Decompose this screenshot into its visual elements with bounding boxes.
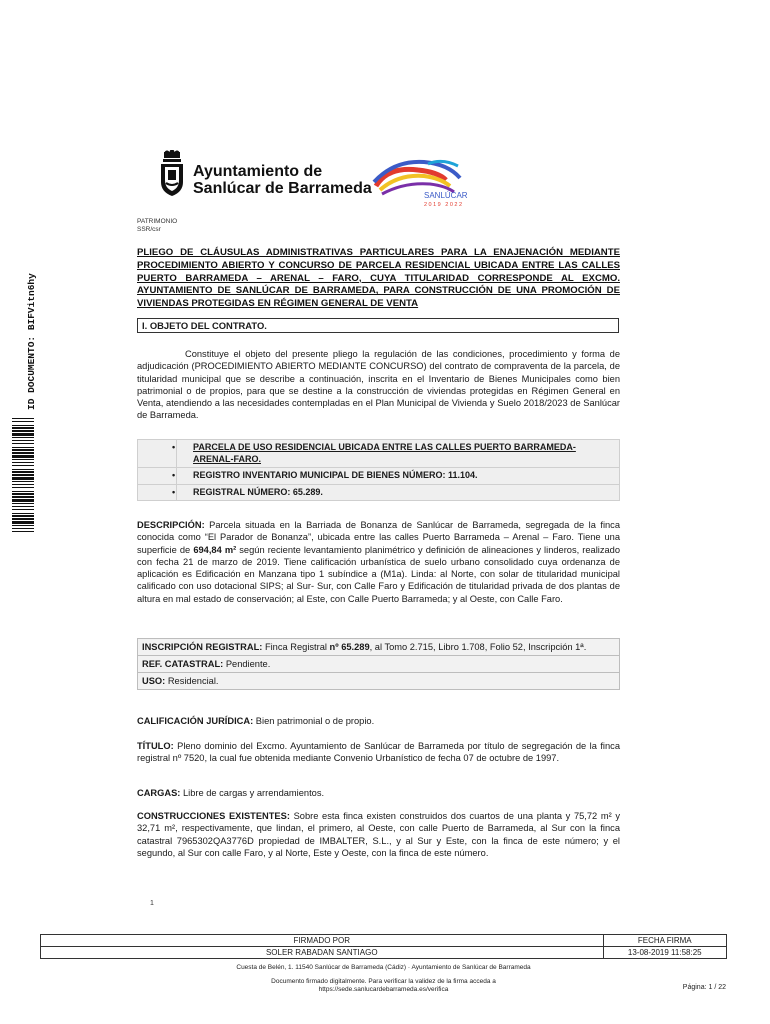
logo-text: SANLÚCAR xyxy=(424,191,468,200)
descripcion-area: 694,84 m² xyxy=(193,544,237,555)
signature-table xyxy=(40,934,727,959)
paragraph-cargas xyxy=(137,787,620,799)
fecha-firma-label: FECHA FIRMA xyxy=(603,935,726,947)
cargas-text: Libre de cargas y arrendamientos. xyxy=(180,788,325,798)
property-bullet-list xyxy=(137,439,620,501)
document-title: PLIEGO DE CLÁUSULAS ADMINISTRATIVAS PARTICULARES PARA LA ENAJENACIÓN MEDIANTE PROCEDIMIENTO ABIERTO Y CONCURSO DE PARCELA RESIDENCIAL UBICADA ENTRE LAS CALLES PUERTO BARRAMEDA – ARENAL – FARO, CUYA TITULARIDAD CORRESPONDE AL EXCMO. AYUNTAMIENTO DE SANLÚCAR DE BARRAMEDA, PARA CONSTRUCCIÓN DE UNA PROMOCIÓN DE VIVIENDAS PROTEGIDAS EN RÉGIMEN GENERAL DE VENTA xyxy=(137,247,620,310)
uso-cell xyxy=(138,673,620,690)
page-number: 1 xyxy=(150,900,154,907)
footer-address: Cuesta de Belén, 1. 11540 Sanlúcar de Barrameda (Cádiz) · Ayuntamiento de Sanlúcar de Barrameda xyxy=(236,964,531,971)
construcciones-label: CONSTRUCCIONES EXISTENTES: xyxy=(137,811,290,821)
inscripcion-label: INSCRIPCIÓN REGISTRAL: xyxy=(142,642,263,652)
descripcion-text-b: según reciente levantamiento planimétrico y definición de alineaciones y linderos, realizado con fecha 21 de marzo de 2019. Tiene calificación urbanística de suelo urbano consolidado cuya ordenanza de aplicación es Edificación en Manzana tipo 1 subíndice a (M1a). Linda: al Norte, con solar de titularidad municipal calificado con uso dotacional SIPS; al Sur- Sur, con Calle Faro y Edificación de titularidad privada de dos plantas de altura en mal estado de conservación; al Este, con Calle Puerto Barrameda; y al Oeste, con Calle Faro. xyxy=(137,544,621,604)
reference-code: SSR/csr xyxy=(137,226,161,233)
bullet-text: PARCELA DE USO RESIDENCIAL UBICADA ENTRE LAS CALLES PUERTO BARRAMEDA-ARENAL-FARO. xyxy=(177,440,620,468)
department-block xyxy=(137,218,177,234)
inscripcion-cell xyxy=(138,639,620,656)
logo-years: 2019 2022 xyxy=(424,202,464,208)
paragraph-calificacion xyxy=(137,715,620,727)
catastral-cell xyxy=(138,656,620,673)
organization-name-line2: Sanlúcar de Barrameda xyxy=(193,180,372,197)
department-name: PATRIMONIO xyxy=(137,218,178,225)
table-row xyxy=(138,656,620,673)
catastral-value: Pendiente. xyxy=(223,659,271,669)
uso-value: Residencial. xyxy=(165,676,219,686)
titulo-label: TÍTULO: xyxy=(137,741,174,751)
catastral-label: REF. CATASTRAL: xyxy=(142,659,224,669)
bullet-text: REGISTRO INVENTARIO MUNICIPAL DE BIENES NÚMERO: 11.104. xyxy=(177,468,620,485)
cargas-label: CARGAS: xyxy=(137,788,181,798)
table-row xyxy=(138,673,620,690)
verification-url[interactable]: https://sede.sanlucardebarrameda.es/verifica xyxy=(318,985,449,993)
bullet-glyph: • xyxy=(138,440,177,468)
registry-info-table xyxy=(137,638,620,690)
paragraph-objeto: Constituye el objeto del presente pliego la regulación de las condiciones, procedimiento y forma de adjudicación (PROCEDIMIENTO ABIERTO MEDIANTE CONCURSO) del contrato de compraventa de la parcela, de titularidad municipal que se describe a continuación, inscrita en el Inventario de Bienes Municipales como bien patrimonial o de propios, para que se destine a la construcción de viviendas protegidas en Régimen General en Venta, atendiendo a las necesidades contempladas en el Plan Municipal de Vivienda y Suelo 2018/2023 de Sanlúcar de Barrameda. xyxy=(137,349,620,421)
bullet-item xyxy=(138,440,620,468)
inscripcion-number: nº 65.289 xyxy=(329,642,370,652)
paragraph-construcciones xyxy=(137,810,620,859)
descripcion-label: DESCRIPCIÓN: xyxy=(137,520,205,530)
inscripcion-text-b: , al Tomo 2.715, Libro 1.708, Folio 52, Inscripción 1ª. xyxy=(369,642,587,652)
sanlucar-event-logo xyxy=(368,156,478,208)
bullet-glyph: • xyxy=(138,484,177,501)
section-heading: I. OBJETO DEL CONTRATO. xyxy=(137,318,619,333)
bullet-text: REGISTRAL NÚMERO: 65.289. xyxy=(177,484,620,501)
table-row xyxy=(138,639,620,656)
signer-name: SOLER RABADAN SANTIAGO xyxy=(41,947,604,959)
inscripcion-text-a: Finca Registral xyxy=(262,642,330,652)
titulo-text: Pleno dominio del Excmo. Ayuntamiento de Sanlúcar de Barrameda por título de segregación de la finca registral nº 7520, la cual fue obtenida mediante Convenio Urbanístico de fecha 07 de octubre de 1997. xyxy=(137,741,620,764)
coat-of-arms-icon xyxy=(157,150,187,198)
calificacion-text: Bien patrimonial o de propio. xyxy=(253,716,375,726)
signature-value-row xyxy=(41,947,727,959)
verification-line1: Documento firmado digitalmente. Para verificar la validez de la firma acceda a xyxy=(271,978,496,985)
organization-name xyxy=(193,163,372,197)
paragraph-titulo xyxy=(137,740,620,765)
uso-label: USO: xyxy=(142,676,166,686)
sign-date: 13-08-2019 11:58:25 xyxy=(603,947,726,959)
construcciones-text: Sobre esta finca existen construidos dos cuartos de una planta y 75,72 m² y 32,71 m², respectivamente, que lindan, el primero, al Oeste, con calle Puerto de Barrameda, al Sur con la finca catastral 7965302QA3776D propiedad de IMBALTER, S.L., y al Sur y Este, con la finca de este número; y el segundo, al Sur con calle Faro, y al Norte, Este y Oeste, con la finca de este número. xyxy=(137,811,620,858)
paragraph-descripcion xyxy=(137,519,620,605)
signature-header-row xyxy=(41,935,727,947)
verification-note xyxy=(150,978,617,993)
page-count: Página: 1 / 22 xyxy=(682,984,726,991)
bullet-glyph: • xyxy=(138,468,177,485)
descripcion-text-a: Parcela situada en la Barriada de Bonanza de Sanlúcar de Barrameda, segregada de la finca conocida como “El Parador de Bonanza”, ubicada entre las calles Puerto Barrameda – Arenal – Faro. Tiene una superficie de xyxy=(137,520,620,555)
document-id-vertical: ID DOCUMENTO: BIFVitn6hy xyxy=(26,273,37,410)
bullet-item xyxy=(138,484,620,501)
organization-name-line1: Ayuntamiento de xyxy=(193,163,323,180)
firmado-por-label: FIRMADO POR xyxy=(41,935,604,947)
bullet-item xyxy=(138,468,620,485)
calificacion-label: CALIFICACIÓN JURÍDICA: xyxy=(137,716,254,726)
document-barcode xyxy=(12,418,34,534)
